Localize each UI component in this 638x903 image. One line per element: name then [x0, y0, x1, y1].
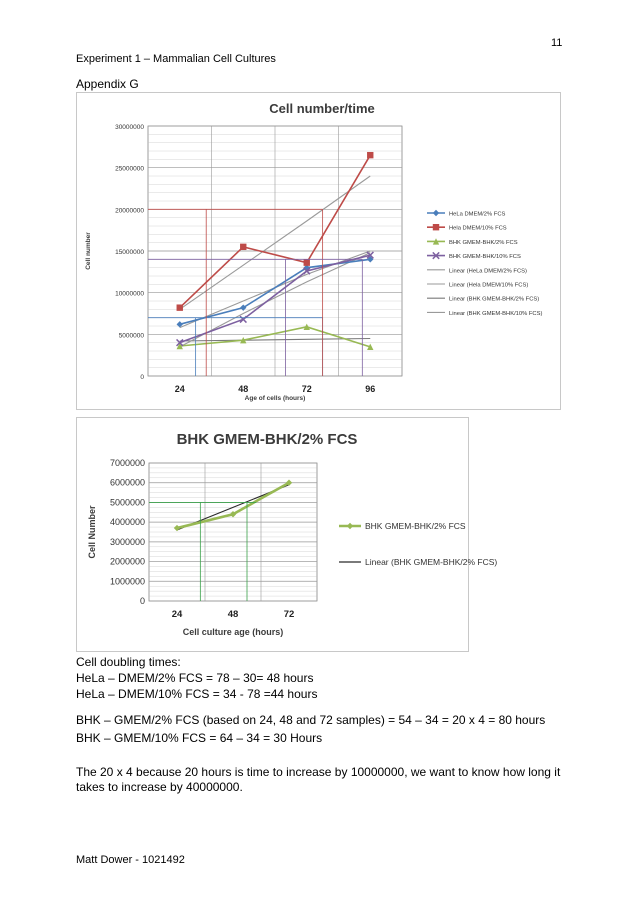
bhk-2pct-chart-svg	[77, 418, 498, 651]
legend-entry: BHK GMEM-BHK/2% FCS	[449, 239, 518, 246]
legend-entry: Linear (Hela DMEM/10% FCS)	[449, 282, 529, 289]
cell-number-time-chart-svg	[77, 93, 560, 409]
x-tick-label: 24	[174, 384, 185, 394]
legend-marker	[433, 210, 439, 216]
x-tick-label: 48	[227, 609, 239, 620]
data-point-hela-dmem-10-fcs	[367, 152, 373, 158]
legend-entry: Linear (BHK GMEM-BHK/2% FCS)	[365, 557, 498, 567]
legend-marker	[347, 523, 353, 529]
legend-marker	[433, 224, 439, 230]
page-footer: Matt Dower - 1021492	[76, 854, 185, 866]
x-tick-label: 72	[283, 609, 295, 620]
x-tick-label: 96	[365, 384, 376, 394]
legend-entry: HeLa DMEM/2% FCS	[449, 211, 506, 218]
y-tick-label: 7000000	[109, 458, 145, 468]
explanation-paragraph: The 20 x 4 because 20 hours is time to increase by 10000000, we want to know how long it takes to increase by 40000000.	[76, 765, 561, 794]
doubling-hela-10pct: HeLa – DMEM/10% FCS = 34 - 78 =44 hours	[76, 687, 318, 701]
chart-title: Cell number/time	[269, 101, 375, 116]
legend-entry: Hela DMEM/10% FCS	[449, 225, 507, 232]
y-axis-label: Cell number	[85, 232, 92, 270]
x-tick-label: 48	[238, 384, 249, 394]
doubling-hela-2pct: HeLa – DMEM/2% FCS = 78 – 30= 48 hours	[76, 671, 314, 685]
y-tick-label: 20000000	[115, 207, 144, 215]
y-tick-label: 4000000	[109, 517, 145, 528]
y-tick-label: 1000000	[109, 576, 145, 587]
y-tick-label: 6000000	[109, 477, 145, 488]
y-tick-label: 15000000	[115, 249, 144, 256]
data-point-hela-dmem-10-fcs	[240, 244, 246, 250]
legend-entry: Linear (HeLa DMEM/2% FCS)	[449, 268, 527, 275]
legend-entry: Linear (BHK GMEM-BHK/10% FCS)	[449, 310, 543, 317]
bhk-2pct-chart	[76, 417, 498, 652]
legend-entry: BHK GMEM-BHK/10% FCS	[449, 254, 521, 261]
y-tick-label: 5000000	[118, 332, 144, 340]
doubling-bhk-2pct: BHK – GMEM/2% FCS (based on 24, 48 and 72 samples) = 54 – 34 = 20 x 4 = 80 hours	[76, 713, 546, 727]
running-header: Experiment 1 – Mammalian Cell Cultures	[76, 53, 276, 65]
data-point-hela-dmem-10-fcs	[304, 259, 310, 265]
appendix-title: Appendix G	[76, 77, 139, 91]
doubling-title: Cell doubling times:	[76, 655, 181, 669]
page-number: 11	[551, 37, 563, 49]
y-tick-label: 5000000	[109, 497, 145, 508]
y-tick-label: 30000000	[115, 124, 144, 131]
y-tick-label: 25000000	[115, 165, 144, 173]
y-tick-label: 3000000	[109, 536, 145, 547]
y-tick-label: 0	[140, 374, 144, 381]
y-tick-label: 2000000	[109, 556, 145, 567]
legend-entry: Linear (BHK GMEM-BHK/2% FCS)	[449, 296, 540, 303]
data-point-hela-dmem-10-fcs	[177, 304, 183, 310]
cell-number-time-chart	[76, 92, 561, 410]
doubling-bhk-10pct: BHK – GMEM/10% FCS = 64 – 34 = 30 Hours	[76, 731, 323, 745]
y-tick-label: 0	[139, 596, 145, 606]
x-axis-label: Age of cells (hours)	[244, 395, 306, 402]
x-tick-label: 24	[171, 609, 183, 620]
x-tick-label: 72	[301, 384, 312, 394]
legend-entry: BHK GMEM-BHK/2% FCS	[365, 521, 466, 531]
x-axis-label: Cell culture age (hours)	[182, 627, 284, 637]
y-tick-label: 10000000	[115, 290, 144, 298]
y-axis-label: Cell Number	[87, 505, 97, 559]
chart-title: BHK GMEM-BHK/2% FCS	[176, 431, 358, 448]
